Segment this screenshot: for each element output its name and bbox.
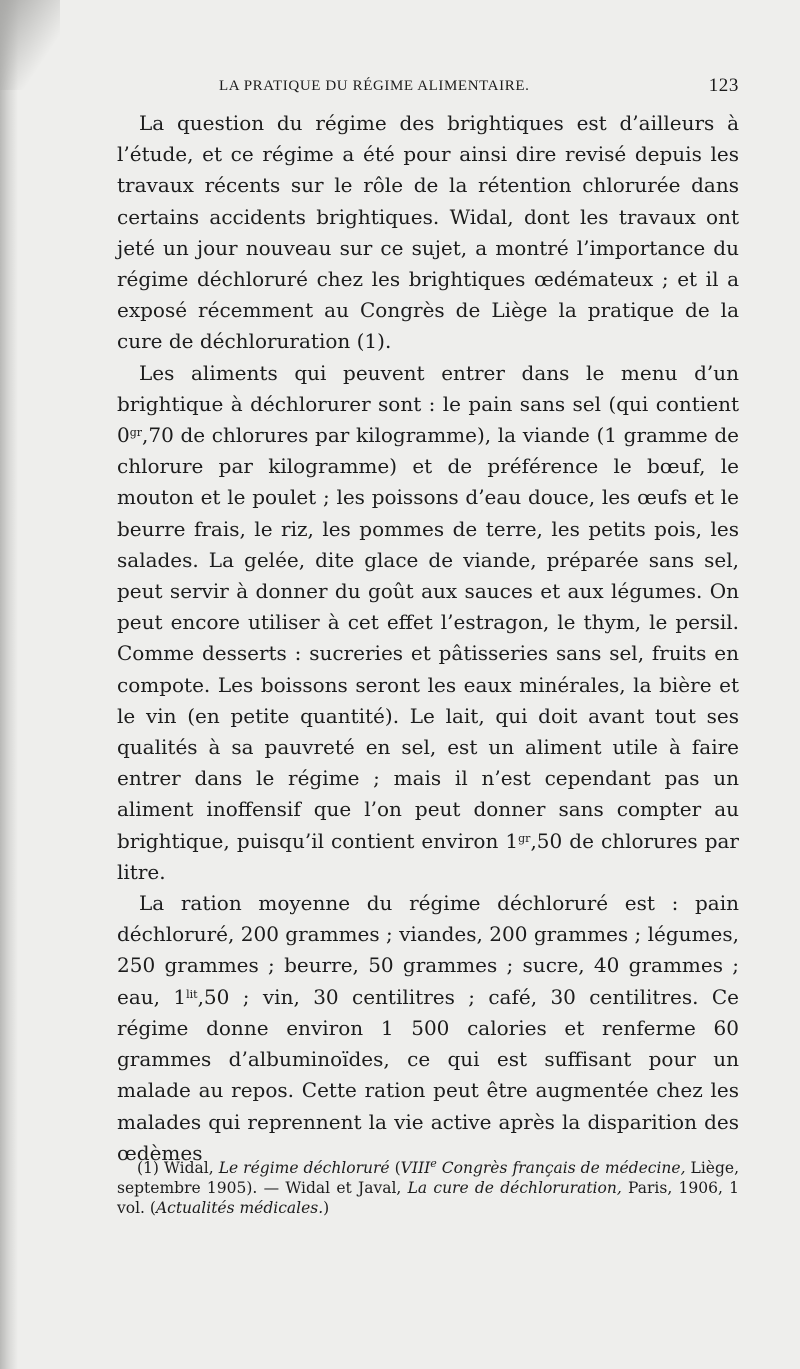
book-page (117, 72, 739, 1217)
text-run: ,50 de chlorures par litre. (117, 828, 739, 884)
superscript: lit (186, 987, 198, 1001)
text-run: ) (323, 1199, 330, 1217)
paragraph (117, 888, 739, 1169)
superscript: gr (129, 426, 143, 440)
text-run: La question du régime des brightiques est d’ailleurs à l’étude, et ce régime a été pour ainsi dire revisé depuis les travaux récents sur le rôle de la rétention chlorurée dans certains accidents brightiques. Widal, dont les travaux ont jeté un jour nouveau sur ce sujet, a montré l’importance du régime déchloruré chez les brightiques œdémateux ; et il a exposé récemment au Congrès de Liège la pratique de la cure de déchloruration (1). (117, 111, 739, 354)
body-text (117, 108, 739, 1169)
superscript: e (430, 1157, 437, 1170)
text-run: ,70 de chlorures par kilogramme), la viande (1 gramme de chlorure par kilogramme) et de préférence le bœuf, le mouton et le poulet ; les poissons d’eau douce, les œufs et le beurre frais, le riz, les pommes de terre, les petits pois, les salades. La gelée, dite glace de viande, préparée sans sel, peut servir à donner du goût aux sauces et aux légumes. On peut encore utiliser à cet effet l’estragon, le thym, le persil. Comme desserts : sucreries et pâtisseries sans sel, fruits en compote. Les boissons seront les eaux minérales, la bière et le vin (en petite quantité). Le lait, qui doit avant tout ses qualités à sa pauvreté en sel, est un aliment utile à faire entrer dans le régime ; mais il n’est cependant pas un aliment inoffensif que l’on peut donner sans compter au brightique, puisqu’il contient environ 1 (117, 423, 739, 853)
italic-text: Actualités médicales. (155, 1199, 324, 1217)
text-run: Liège, septembre 1905). — Widal et Javal, (117, 1159, 739, 1197)
text-run: Les aliments qui peuvent entrer dans le menu d’un brightique à déchlorurer sont : le pain sans sel (qui contient 0 (117, 360, 739, 448)
running-head-title: LA PRATIQUE DU RÉGIME ALIMENTAIRE. (219, 78, 530, 94)
italic-text: Le régime déchloruré (218, 1159, 390, 1177)
running-head (117, 72, 739, 104)
text-run: ( (389, 1159, 401, 1177)
scan-edge (0, 0, 18, 1369)
scan-shadow (0, 0, 60, 90)
text-run: (1) Widal, (137, 1159, 219, 1177)
page-number: 123 (708, 75, 739, 96)
text-run: La ration moyenne du régime déchloruré est : pain déchloruré, 200 grammes ; viandes, 200 grammes ; légumes, 250 grammes ; beurre, 50 grammes ; sucre, 40 grammes ; eau, 1 (117, 891, 739, 1009)
italic-text: VIII (400, 1159, 431, 1177)
text-run: ,50 ; vin, 30 centilitres ; café, 30 centilitres. Ce régime donne environ 1 500 calories et renferme 60 grammes d’albuminoïdes, ce qui est suffisant pour un malade au repos. Cette ration peut être augmentée chez les malades qui reprennent la vie active après la disparition des œdèmes (117, 984, 739, 1165)
paragraph (117, 358, 739, 888)
italic-text: La cure de déchloruration, (407, 1179, 622, 1197)
superscript: gr (518, 831, 531, 845)
italic-text: Congrès français de médecine, (436, 1159, 686, 1177)
paragraph (117, 108, 739, 358)
footnote (117, 1158, 739, 1218)
text-run: Paris, 1906, 1 vol. ( (117, 1179, 739, 1217)
